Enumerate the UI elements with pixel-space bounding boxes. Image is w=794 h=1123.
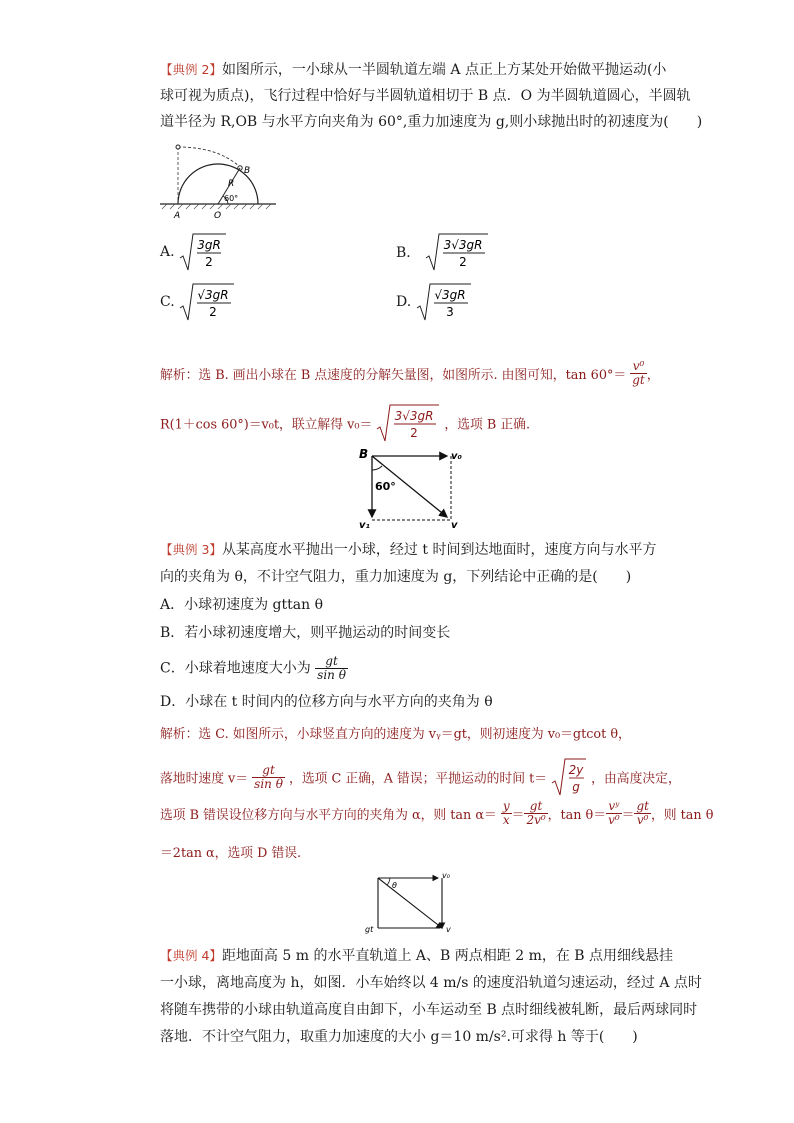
label-b: B <box>359 447 369 461</box>
ex2-option-a[interactable]: A. 3gR 2 <box>160 232 227 272</box>
sqrt-icon <box>551 757 587 797</box>
label-r: R <box>228 179 235 189</box>
svg-text:2: 2 <box>205 255 213 269</box>
sqrt-icon <box>425 232 489 272</box>
label-o: O <box>214 211 222 221</box>
sqrt-icon <box>416 282 472 322</box>
svg-text:3√3gR: 3√3gR <box>443 238 483 252</box>
ex2-solution-line1: 解析：选 B. 画出小球在 B 点速度的分解矢量图，如图所示. 由图可知，tan 60°＝ $\frac{\text{v⁰}}{gt}$ ， <box>160 359 660 387</box>
velocity-vector-figure <box>355 444 475 534</box>
semicircle-figure <box>158 140 278 222</box>
svg-text:√3gR: √3gR <box>434 288 466 302</box>
label-v0: v₀ <box>451 451 462 462</box>
ex2-tag: 【典例 2】 <box>160 62 222 77</box>
ex3-tag: 【典例 3】 <box>160 542 222 557</box>
ex4-tag: 【典例 4】 <box>160 948 222 963</box>
ex3-line2: 向的夹角为 θ，不计空气阻力，重力加速度为 g，下列结论中正确的是( ) <box>160 569 632 585</box>
ex4-line1: 【典例 4】距地面高 5 m 的水平直轨道上 A、B 两点相距 2 m，在 B 点用细线悬挂 <box>160 948 674 964</box>
label-gt: gt <box>365 925 374 934</box>
svg-text:3gR: 3gR <box>197 238 221 252</box>
svg-text:2: 2 <box>209 305 217 319</box>
ex3-solution-line4: ＝2tan α，选项 D 错误. <box>160 846 302 861</box>
ex3-option-a[interactable]: A．小球初速度为 gttan θ <box>160 597 324 613</box>
ex2-option-b[interactable]: B． 3√3gR 2 <box>396 232 489 272</box>
ex3-solution-line1: 解析：选 C. 如图所示，小球竖直方向的速度为 vᵧ＝gt，则初速度为 v₀＝gtcot θ， <box>160 727 631 742</box>
sqrt-icon <box>179 282 235 322</box>
label-v0: v₀ <box>442 871 450 880</box>
ex3-solution-line2: 落地时速度 v＝ $\frac{gt}{\text{sin θ}}$ ，选项 C 正确，A 错误；平抛运动的时间 t＝ 2y g ，由高度决定， <box>160 757 681 797</box>
svg-text:3√3gR: 3√3gR <box>394 409 434 423</box>
label-v1: v₁ <box>359 520 370 531</box>
ex3-option-b[interactable]: B．若小球初速度增大，则平抛运动的时间变长 <box>160 625 451 641</box>
ex4-line3: 将随车携带的小球由轨道高度自由卸下，小车运动至 B 点时细线被轧断，最后两球同时 <box>160 1002 698 1018</box>
ex2-option-c[interactable]: C. √3gR 2 <box>160 282 235 322</box>
sqrt-icon <box>376 403 440 443</box>
ex3-line1: 【典例 3】从某高度水平抛出一小球，经过 t 时间到达地面时，速度方向与水平方 <box>160 542 657 558</box>
svg-text:√3gR: √3gR <box>197 288 229 302</box>
ex2-line2: 球可视为质点)，飞行过程中恰好与半圆轨道相切于 B 点．O 为半圆轨道圆心，半圆轨 <box>160 88 691 104</box>
svg-text:g: g <box>572 780 580 794</box>
label-angle: 60° <box>224 194 239 203</box>
label-v: v <box>451 520 458 531</box>
label-v: v <box>446 925 451 934</box>
label-a: A <box>174 211 181 221</box>
label-theta: θ <box>392 881 397 890</box>
svg-text:2: 2 <box>458 255 467 269</box>
velocity-triangle-figure <box>362 866 462 938</box>
ex2-line3: 道半径为 R,OB 与水平方向夹角为 60°,重力加速度为 g,则小球抛出时的初速度为( ) <box>160 114 703 130</box>
ex3-solution-line3: 选项 B 错误设位移方向与水平方向的夹角为 α，则 tan α＝ $\frac{y}{x}$ ＝ $\frac{gt}{\text{2v⁰}}$ ，tan θ＝ $\frac{\text{vʸ}}{\text{v⁰}}$ ＝ $\frac{gt}{\text{v⁰}}$ ，则 tan θ <box>160 799 714 827</box>
ex4-line4: 落地．不计空气阻力，取重力加速度的大小 g＝10 m/s².可求得 h 等于( ) <box>160 1029 638 1045</box>
sqrt-icon <box>179 232 227 272</box>
ex2-solution-line2: R(1＋cos 60°)＝v₀t，联立解得 v₀＝ 3√3gR 2 ，选项 B 正确. <box>160 403 530 443</box>
label-b: B <box>244 166 251 176</box>
ex3-option-c[interactable]: C．小球着地速度大小为 $\frac{gt}{\text{sin θ}}$ <box>160 654 346 682</box>
svg-text:3: 3 <box>445 305 454 319</box>
ex4-line2: 一小球，离地高度为 h，如图．小车始终以 4 m/s 的速度沿轨道匀速运动，经过 A 点时 <box>160 975 702 991</box>
ex2-option-d[interactable]: D. √3gR 3 <box>396 282 472 322</box>
label-angle: 60° <box>375 480 396 493</box>
ex3-option-d[interactable]: D．小球在 t 时间内的位移方向与水平方向的夹角为 θ <box>160 694 493 710</box>
svg-text:2: 2 <box>410 426 419 440</box>
ex2-line1: 【典例 2】如图所示，一小球从一半圆轨道左端 A 点正上方某处开始做平抛运动(小 <box>160 62 667 78</box>
svg-text:2y: 2y <box>568 763 584 777</box>
